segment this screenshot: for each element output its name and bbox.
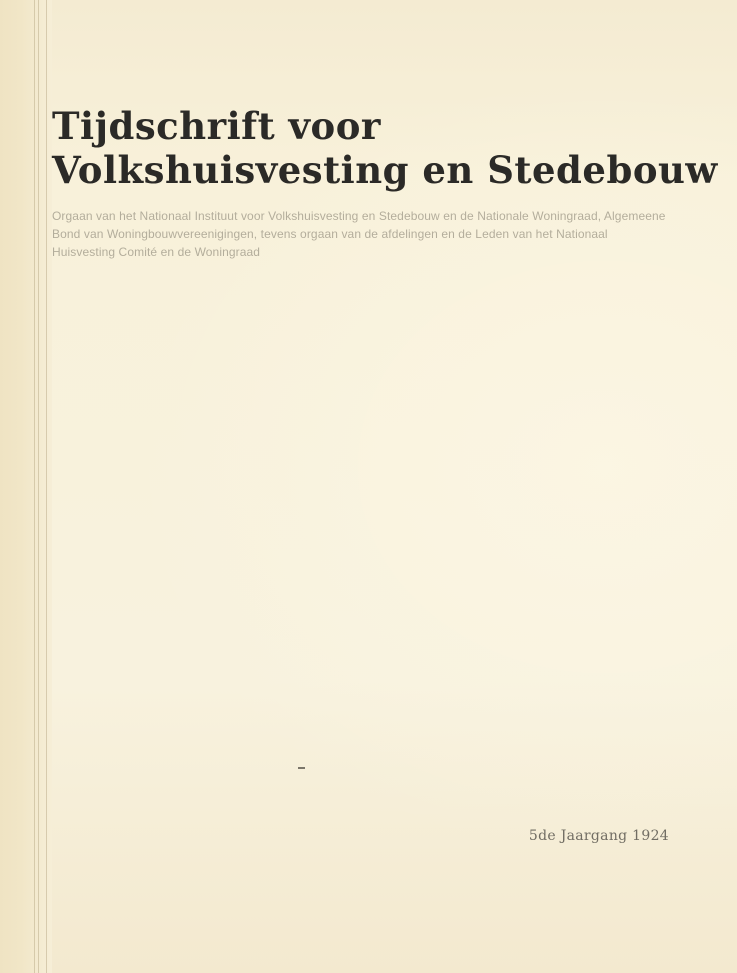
printed-dash-mark <box>298 767 305 769</box>
binding-line <box>46 0 47 973</box>
page-title-line-1: Tijdschrift voor <box>52 104 381 148</box>
volume-year-label: 5de Jaargang 1924 <box>528 828 669 844</box>
binding-line <box>34 0 35 973</box>
binding-line <box>38 0 39 973</box>
page-title-line-2: Volkshuisvesting en Stedebouw <box>52 148 718 192</box>
subtitle-paragraph: Orgaan van het Nationaal Instituut voor Volkshuisvesting en Stedebouw en de Nationale Woningraad, Algemeene Bond van Woningbouwvereenigingen, tevens orgaan van de afdelingen en de Leden van het Nationaal Huisvesting Comité en de Woningraad <box>52 209 666 259</box>
binding-edge <box>0 0 52 973</box>
